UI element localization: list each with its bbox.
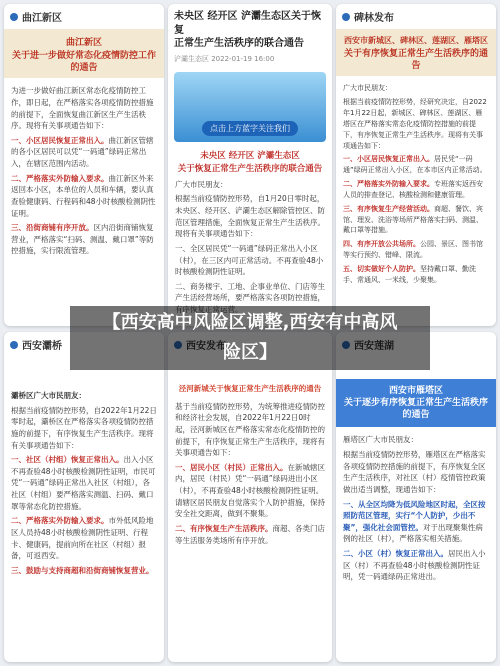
article-card-jinghe[interactable] <box>168 332 332 662</box>
article-body: 未央区 经开区 浐灞生态区 关于恢复正常生产生活秩序的联合通告 广大市民朋友： 根据当前疫情防控形势，自1月20日零时起，未央区、经开区、浐灞生态区解除管控区、防范区管理措施，全面恢复正常生产生活秩序。现将有关事项通告如下： 一、全区居民凭“一码通”绿码正常出入小区（村），在三区内可正常活动。不再查验48小时核酸检测阴性证明。 二、商务楼宇、工地、企事业单位、门店等生产生活经营场所，要严格落实各项防控措施， <box>175 150 325 303</box>
source-tag: 碑林发布 <box>336 4 496 29</box>
article-card-yanta[interactable] <box>336 332 496 662</box>
article-body: 广大市民朋友： 根据当前疫情防控形势，经研究决定，自2022年1月22日起，新城区、碑林区、莲湖区、雁塔区在严格落实常态化疫情防控措施的前提下，有序恢复正常生产生活秩序。现将有关事项通告如下： 一、小区居民恢复正常出入。居民凭“一码通”绿码正常出入小区，在本市区内正常活动。 二、严格落实外防输入要求。专班落实返西安人员的排查登记、核酸检测和健康管理。 三、有序恢复生产经营活动。商超、餐饮、宾馆、理发、洗浴等场所严格落实扫码、测温、戴口罩等措施。 四、有序开放公共场所。公园、景区、图书馆等实行预约、错峰、限流。 五、切实做好个人防护。坚持戴口罩、勤洗手、常通风、一米线，少聚集。 <box>343 84 487 284</box>
location-pin-icon <box>10 13 18 21</box>
follow-link[interactable]: 点击上方蓝字关注我们 <box>202 121 298 136</box>
article-card-qujiang[interactable] <box>4 4 164 326</box>
article-body: 雁塔区广大市民朋友： 根据当前疫情防控形势，雁塔区在严格落实各项疫情防控措施的前提下，有序恢复全区生产生活秩序，对社区（村）疫情管控政策做出适当调整，现通告如下： 一、从全区均降为低风险地区时起，全区按照防范区管理，实行“个人防护，少出不聚”，强化社会面管控。对于出现聚集性病例的社区（村），严格落实相关措施。 二、小区（村）恢复正常出入。居民出入小区（村）不再查验48小时核酸检测阴性证明，凭一码通绿码正常进出。 <box>343 435 486 582</box>
overlay-title-line1: 【西安高中风险区调整,西安有中高风 <box>102 312 398 333</box>
article-header: 西安市新城区、碑林区、莲湖区、雁塔区 关于有序恢复正常生产生活秩序的通告 <box>336 29 496 76</box>
article-body: 灞桥区广大市民朋友： 根据当前疫情防控形势，自2022年1月22日零时起，灞桥区在严格落实各项疫情防控措施的前提下，有序恢复生产生活秩序。现将有关事项通告如下： 一、社区（村组）恢复正常出入。出入小区不再查验48小时核酸检测阴性证明，市民可凭“一码通”绿码正常出入社区（村组），各社区（村组）要严格落实测温、扫码、戴口罩等常态化防控措施。 二、严格落实外防输入要求。市外低风险地区人员持48小时核酸检测阴性证明、行程卡、健康码，提前向所在社区（村组）报备，可返西安。 三、鼓励与支持商超和沿街商铺恢复营业。 <box>11 391 157 575</box>
overlay-headline <box>70 306 430 370</box>
banner-image <box>174 72 326 142</box>
overlay-title-line2: 险区】 <box>223 342 277 363</box>
location-pin-icon <box>10 341 18 349</box>
article-card-baqiao[interactable] <box>4 332 164 662</box>
article-header: 曲江新区 关于进一步做好常态化疫情防控工作的通告 <box>4 29 164 78</box>
source-tag: 西安灞桥 <box>4 332 164 357</box>
article-card-weiyang[interactable] <box>168 4 332 326</box>
location-pin-icon <box>342 13 350 21</box>
article-body: 为进一步做好曲江新区常态化疫情防控工作，即日起，在严格落实各项疫情防控措施的前提下，全面恢复曲江新区生产生活秩序。现将有关事项通告如下： 一、小区居民恢复正常出入。曲江新区管辖的各小区居民可以凭“一码通”绿码正常出入，在辖区范围内活动。 二、严格落实外防输入要求。曲江新区外来返回本小区，本单位的人员和车辆，要认真查验健康码、行程码和48小时核酸检测阴性证明。 三、沿街商铺有序开放。区内沿街商铺恢复营业，严格落实“扫码、测温、戴口罩”等防控措施，实行限流管理。 <box>11 86 156 256</box>
article-header: 西安市雁塔区 关于逐步有序恢复正常生产生活秩序的通告 <box>336 379 496 427</box>
article-card-beilin[interactable] <box>336 4 496 326</box>
article-headline: 未央区 经开区 浐灞生态区关于恢复 正常生产生活秩序的联合通告 浐灞生态区 2022-01-19 16:00 <box>174 11 321 63</box>
article-body: 泾河新城关于恢复正常生产生活秩序的通告 基于当前疫情防控形势，为统筹推进疫情防控和经济社会发展，自2022年1月22日0时起，泾河新城区在严格落实常态化疫情防控的前提下，有序恢复正常生产生活秩序，现将有关事项通告如下： 一、居民小区（村民）正常出入。在新城辖区内，居民（村民）凭“一码通”绿码进出小区（村），不再查验48小时核酸检测阴性证明。请辖区居民朋友自觉落实个人防护措施，保持安全社交距离，做到不聚集。 二、有序恢复生产生活秩序。商超、各类门店等生活服务类场所有序开放。 <box>175 384 325 545</box>
source-tag: 曲江新区 <box>4 4 164 29</box>
